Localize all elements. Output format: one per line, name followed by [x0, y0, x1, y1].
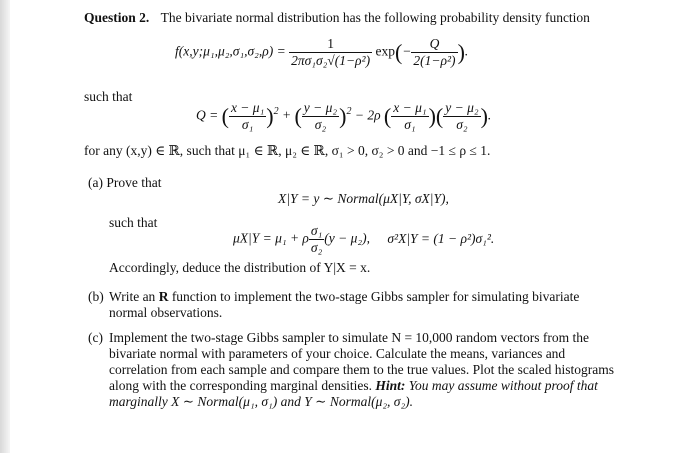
q-lhs: Q = [196, 107, 219, 123]
pdf-exp-word: exp [375, 43, 395, 59]
such-that-1: such that [84, 89, 133, 104]
q-term-2: $\frac{\text{y − μ₂}}{\text{σ₂}}$ [303, 100, 338, 132]
pdf-tail: . [464, 43, 469, 59]
conditional-mean-lhs: μX|Y = μ₁ + ρ [233, 230, 309, 246]
part-a-mean-variance [233, 223, 494, 256]
pdf-formula: f(x,y;μ₁,μ₂,σ₁,σ₂,ρ) = $\frac{1}{\text{2πσ₁σ₂√(1−ρ²)}}$ exp(− $\frac{Q}{\text{2(1−ρ²)}}$ ). [175, 36, 469, 68]
exp-denominator: 2(1−ρ²) [413, 53, 456, 68]
open-paren: ( [394, 39, 403, 65]
q-formula: Q = ( $\frac{\text{x − μ₁}}{\text{σ₁}}$ )$^2$ + ( $\frac{\text{y − μ₂}}{\text{σ₂}}$ )$^2$ − 2ρ ( $\frac{\text{x − μ₁}}{\text{σ₁}}$ )( $\frac{\text{y − μ₂}}{\text{σ₂}}$ ). [196, 100, 492, 132]
question-intro: The bivariate normal distribution has the following probability density function [160, 10, 590, 25]
exp-fraction [411, 36, 457, 69]
q-minus-2rho: − 2ρ [354, 107, 381, 123]
pdf-fraction [289, 36, 372, 69]
part-c-text: Implement the two-stage Gibbs sampler to simulate N = 10,000 random vectors from the bivariate normal with parameters of your choice. Calculate the means, variances and correlation from each sample and compare them to the true values. Plot the scaled histograms along with the corresponding marginal densities. Hint: You may assume without proof that marginally X ∼ Normal(μ₁, σ₁) and Y ∼ Normal(μ₂, σ₂). [109, 330, 614, 409]
pdf-denominator: 2πσ₁σ₂√(1−ρ²) [291, 53, 371, 68]
part-a-deduce: Accordingly, deduce the distribution of Y|X = x. [109, 260, 371, 275]
pdf-lhs: f(x,y;μ₁,μ₂,σ₁,σ₂,ρ) = [175, 43, 286, 59]
conditional-variance: σ²X|Y = (1 − ρ²)σ₁². [387, 230, 495, 246]
hint-text: You may assume without proof that marginally X ∼ Normal(μ₁, σ₁) and Y ∼ Normal(μ₂, σ₂). [109, 378, 598, 409]
pdf-numerator: 1 [327, 36, 334, 51]
part-a-conditional-formula: X|Y = y ∼ Normal(μX|Y, σX|Y), [278, 191, 449, 206]
exp-numerator: Q [429, 36, 440, 51]
conditional-mean-rhs: (y − μ₂), [324, 230, 370, 246]
sigma-ratio: $\frac{\text{σ₁}}{\text{σ₂}}$ [310, 223, 323, 255]
hint-label: Hint: [375, 378, 406, 393]
part-b-label: (b) [88, 289, 104, 304]
q-term-4: $\frac{\text{y − μ₂}}{\text{σ₂}}$ [445, 100, 479, 132]
question-label: Question 2. [84, 10, 150, 25]
question-header [84, 10, 590, 26]
domain-conditions: for any (x,y) ∈ ℝ, such that μ₁ ∈ ℝ, μ₂ ∈ ℝ, σ₁ > 0, σ₂ > 0 and −1 ≤ ρ ≤ 1. [84, 143, 491, 158]
page-edge-shadow [0, 0, 10, 453]
q-term-3: $\frac{\text{x − μ₁}}{\text{σ₁}}$ [393, 100, 427, 132]
q-term-1: $\frac{\text{x − μ₁}}{\text{σ₁}}$ [230, 100, 265, 132]
close-paren: ) [457, 39, 465, 65]
part-c-label: (c) [88, 330, 103, 345]
r-language-bold: R [158, 289, 169, 304]
part-b-text: Write an R function to implement the two-stage Gibbs sampler for simulating bivariate normal observations. [109, 289, 580, 320]
part-a-such-that: such that [109, 215, 158, 230]
part-a-label: (a) Prove that [88, 175, 162, 190]
